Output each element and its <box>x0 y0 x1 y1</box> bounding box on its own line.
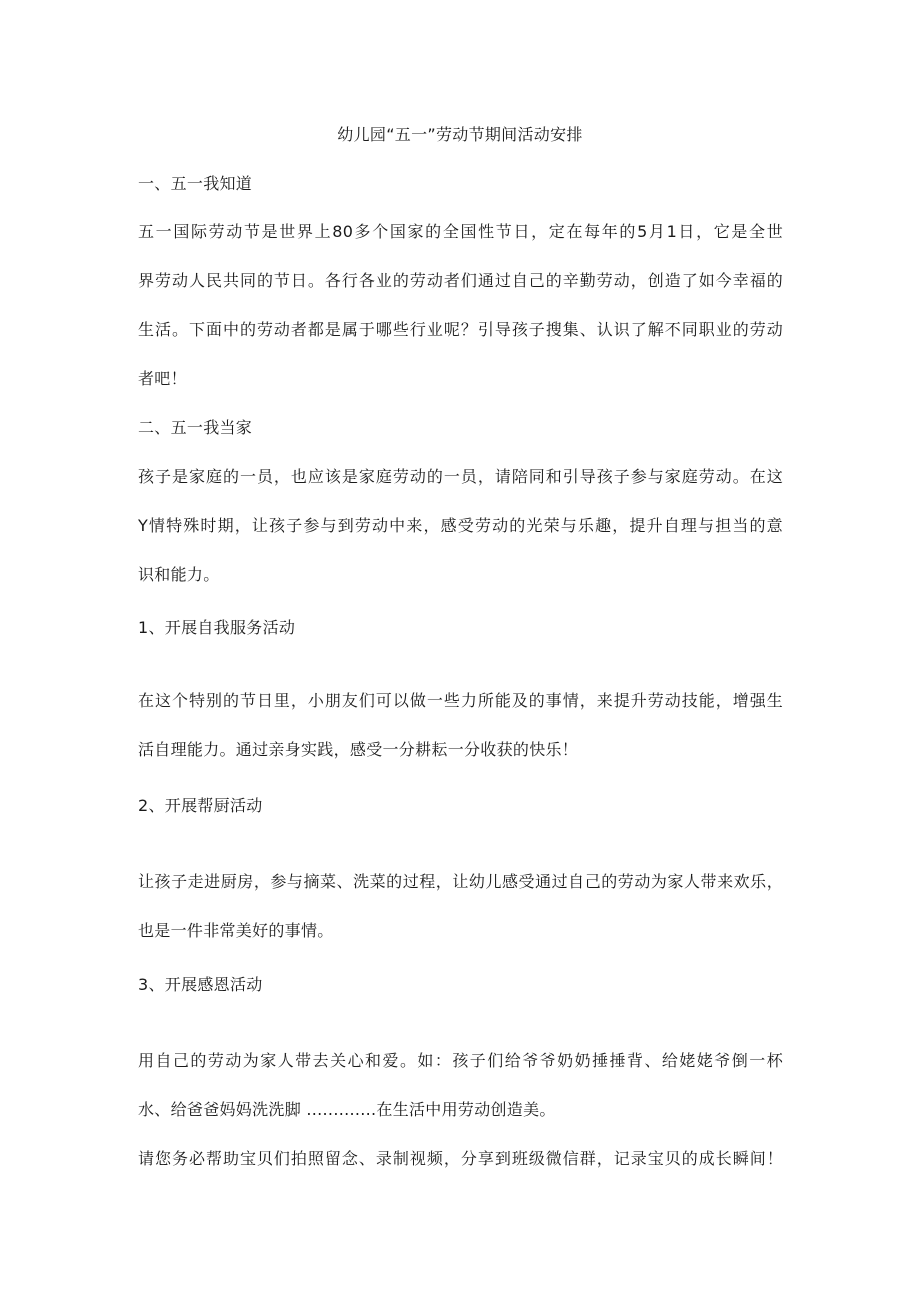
closing-note: 请您务必帮助宝贝们拍照留念、录制视频，分享到班级微信群，记录宝贝的成长瞬间！ <box>138 1149 783 1168</box>
activity1-line: 在这个特别的节日里，小朋友们可以做一些力所能及的事情，来提升劳动技能，增强生 <box>138 691 783 710</box>
activity2-line: 让孩子走进厨房，参与摘菜、洗菜的过程，让幼儿感受通过自己的劳动为家人带来欢乐， <box>138 872 783 891</box>
section1-line: 五一国际劳动节是世界上80多个国家的全国性节日，定在每年的5月1日，它是全世 <box>138 222 783 241</box>
section1-line: 生活。下面中的劳动者都是属于哪些行业呢？引导孩子搜集、认识了解不同职业的劳动 <box>138 320 783 339</box>
section1-line: 界劳动人民共同的节日。各行各业的劳动者们通过自己的辛勤劳动，创造了如今幸福的 <box>138 271 783 290</box>
document-title: 幼儿园“五一”劳动节期间活动安排 <box>337 125 583 144</box>
section1-line: 者吧！ <box>138 369 187 388</box>
section2-line: 识和能力。 <box>138 565 220 584</box>
activity2-line: 也是一件非常美好的事情。 <box>138 921 334 940</box>
activity3-line: 用自己的劳动为家人带去关心和爱。如：孩子们给爷爷奶奶捶捶背、给姥姥爷倒一杯 <box>138 1051 783 1070</box>
activity1-heading: 1、开展自我服务活动 <box>138 618 296 637</box>
section2-heading: 二、五一我当家 <box>138 418 253 437</box>
section2-line: Y情特殊时期，让孩子参与到劳动中来，感受劳动的光荣与乐趣，提升自理与担当的意 <box>138 516 783 535</box>
activity1-line: 活自理能力。通过亲身实践，感受一分耕耘一分收获的快乐！ <box>138 740 579 759</box>
section1-heading: 一、五一我知道 <box>138 174 253 193</box>
activity3-line: 水、给爸爸妈妈洗洗脚 .............在生活中用劳动创造美。 <box>138 1100 556 1119</box>
activity3-heading: 3、开展感恩活动 <box>138 975 263 994</box>
activity2-heading: 2、开展帮厨活动 <box>138 796 263 815</box>
section2-line: 孩子是家庭的一员，也应该是家庭劳动的一员，请陪同和引导孩子参与家庭劳动。在这 <box>138 467 783 486</box>
